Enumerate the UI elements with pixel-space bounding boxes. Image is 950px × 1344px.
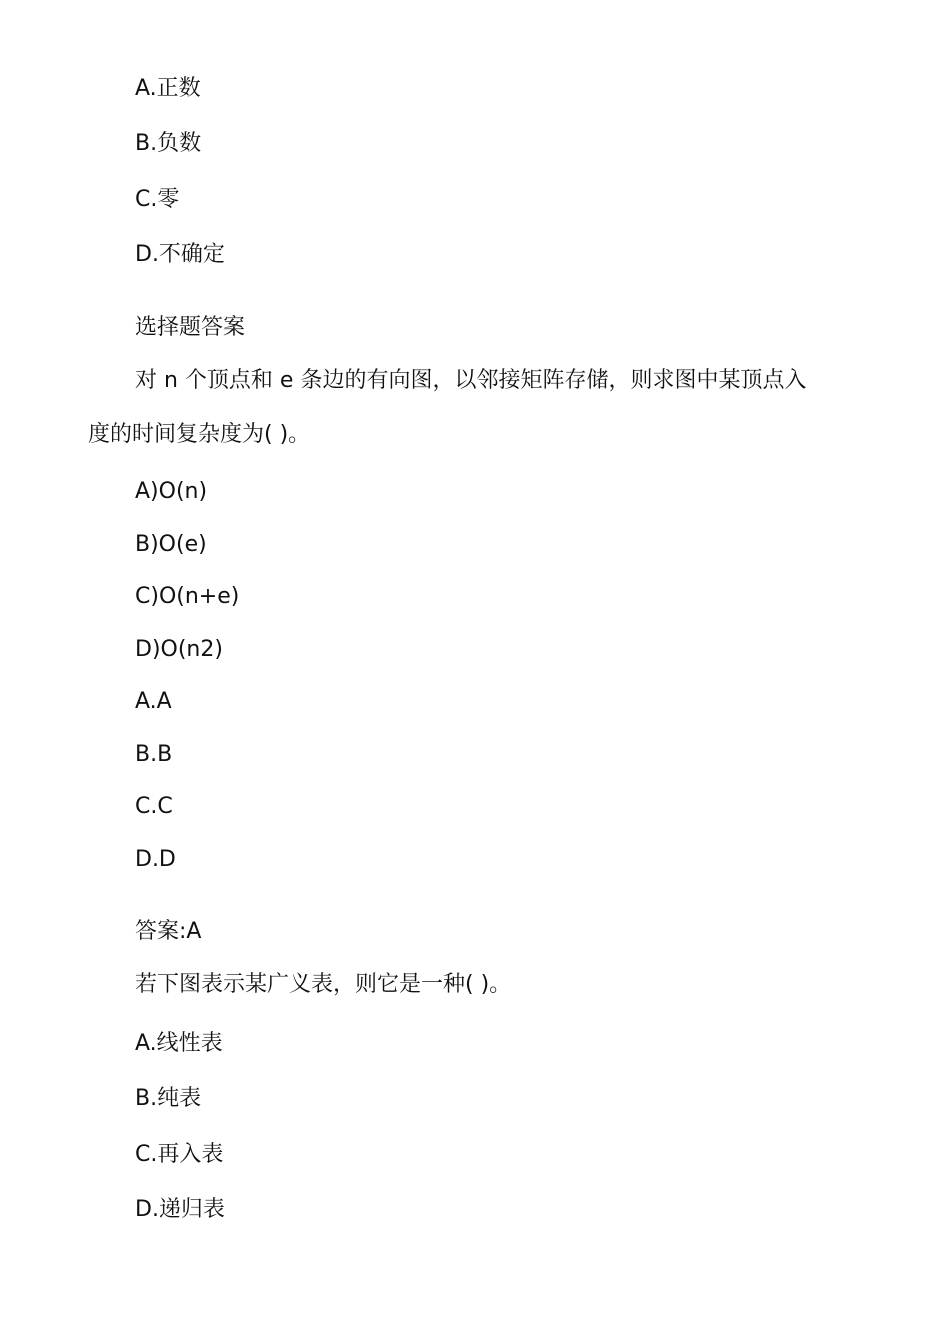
q2-stem-line2: 度的时间复杂度为( )。 [88, 422, 311, 447]
q2-sub-option-b: B)O(e) [135, 532, 207, 557]
q3-option-b: B.纯表 [135, 1086, 202, 1111]
q1-option-c: C.零 [135, 187, 180, 212]
q3-option-d: D.递归表 [135, 1197, 225, 1222]
q2-option-d: D.D [135, 847, 176, 872]
q3-option-a: A.线性表 [135, 1031, 223, 1056]
q2-stem-line1: 对 n 个顶点和 e 条边的有向图，以邻接矩阵存储，则求图中某顶点入 [135, 368, 807, 393]
q1-option-b: B.负数 [135, 131, 202, 156]
q2-option-a: A.A [135, 689, 172, 714]
q2-option-b: B.B [135, 742, 173, 767]
q2-sub-option-a: A)O(n) [135, 479, 208, 504]
q2-sub-option-d: D)O(n2) [135, 637, 223, 662]
q2-option-c: C.C [135, 794, 173, 819]
q1-option-d: D.不确定 [135, 242, 225, 267]
q3-stem: 若下图表示某广义表，则它是一种( )。 [135, 972, 512, 997]
q2-sub-option-c: C)O(n+e) [135, 584, 240, 609]
q3-option-c: C.再入表 [135, 1142, 224, 1167]
q1-option-a: A.正数 [135, 76, 201, 101]
section-title: 选择题答案 [135, 315, 246, 340]
q2-answer: 答案:A [135, 919, 202, 944]
